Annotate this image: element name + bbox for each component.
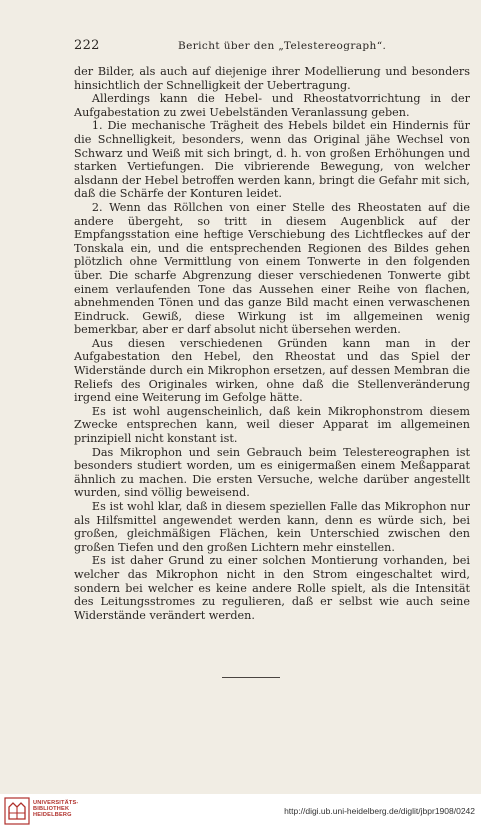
library-name-line: UNIVERSITÄTS-	[33, 800, 79, 806]
paragraph: Es ist wohl klar, daß in diesem speziellen Falle das Mikrophon nur als Hilfsmittel angewendet werden kann, denn es würde sich, bei großen, gleichmäßigen Flächen, kein Unterschied zwischen den großen Tiefen und den großen Lichtern mehr einstellen.	[74, 500, 470, 554]
permalink-url[interactable]: http://digi.ub.uni-heidelberg.de/diglit/jbpr1908/0242	[284, 806, 475, 816]
running-head: Bericht über den „Telestereograph“.	[178, 40, 387, 52]
paragraph: Es ist wohl augenscheinlich, daß kein Mikrophonstrom diesem Zwecke entsprechen kann, weil dieser Apparat im allgemeinen prinzipiell nicht konstant ist.	[74, 404, 470, 446]
paragraph: Aus diesen verschiedenen Gründen kann man in der Aufgabestation den Hebel, den Rheostat und das Spiel der Widerstände durch ein Mikrophon ersetzen, auf dessen Membran die Reliefs des Originales wirken, ohne daß die Stellenveränderung irgend eine Weiterung im Gefolge hätte.	[74, 336, 470, 405]
paragraph: Es ist daher Grund zu einer solchen Montierung vorhanden, bei welcher das Mikrophon nicht in den Strom eingeschaltet wird, sondern bei welcher es keine andere Rolle spielt, als die Intensität des Leitungsstromes zu regulieren, daß er selbst wie auch seine Widerstände verändert werden.	[74, 554, 470, 622]
section-end-rule	[222, 677, 280, 678]
university-seal-icon	[4, 797, 30, 825]
library-name-line: HEIDELBERG	[33, 812, 72, 819]
paragraph: 1. Die mechanische Trägheit des Hebels bildet ein Hindernis für die Schnelligkeit, besonders, wenn das Original jähe Wechsel von Schwarz und Weiß mit sich bringt, d. h. von großen Erhöhungen und starken Vertiefungen. Die vibrierende Bewegung, von welcher alsdann der Hebel betroffen werden kann, bringt die Gefahr mit sich, daß die Schärfe der Konturen leidet.	[74, 119, 470, 201]
page-number: 222	[74, 38, 100, 53]
paragraph: Allerdings kann die Hebel- und Rheostatvorrichtung in der Aufgabestation zu zwei Uebelständen Veranlassung geben.	[74, 92, 470, 119]
page-header	[74, 38, 470, 54]
paragraph: Das Mikrophon und sein Gebrauch beim Telestereographen ist besonders studiert worden, um es einigermaßen einem Meßapparat ähnlich zu machen. Die ersten Versuche, welche darüber angestellt wurden, sind völlig beweisend.	[74, 445, 470, 500]
paragraph: 2. Wenn das Röllchen von einer Stelle des Rheostaten auf die andere übergeht, so tritt in diesem Augenblick auf der Empfangsstation eine heftige Verschiebung des Lichtfleckes auf der Tonskala ein, und die entsprechenden Regionen des Bildes gehen plötzlich ohne Vermittlung von einem Tonwerte in den folgenden über. Die scharfe Abgrenzung dieser verschiedenen Tonwerte gibt einem verlaufenden Tone das Aussehen einer Reihe von flachen, abnehmenden Tönen und das ganze Bild macht einen verwaschenen Eindruck. Gewiß, diese Wirkung ist im allgemeinen wenig bemerkbar, aber er darf absolut nicht übersehen werden.	[74, 200, 470, 337]
body-text	[74, 65, 470, 622]
library-name	[33, 800, 79, 819]
library-name-line: BIBLIOTHEK	[33, 806, 70, 813]
paragraph: der Bilder, als auch auf diejenige ihrer Modellierung und besonders hinsichtlich der Schnelligkeit der Uebertragung.	[74, 65, 470, 92]
